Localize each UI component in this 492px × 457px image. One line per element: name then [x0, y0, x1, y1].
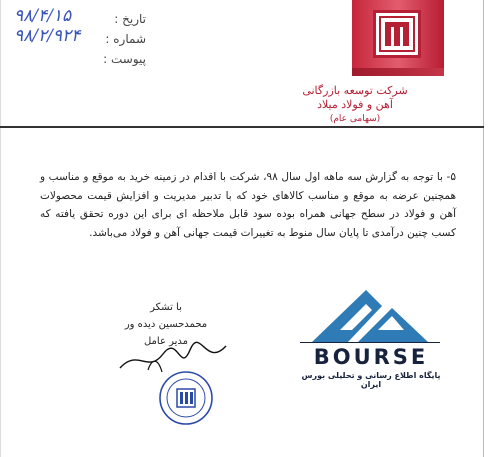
attachment-label: پیوست :	[103, 52, 146, 66]
bourse-divider	[300, 342, 440, 343]
bourse-logo-icon	[300, 284, 440, 344]
company-stamp-icon	[158, 370, 214, 426]
date-value: ۹۸/۴/۱۵	[14, 6, 72, 26]
company-name: شرکت توسعه بازرگانی آهن و فولاد میلاد	[302, 84, 408, 111]
page-edge-left	[0, 0, 1, 457]
body-paragraph: ۵- با توجه به گزارش سه ماهه اول سال ۹۸، شرکت با اقدام در زمینه خرید به موقع و مناسب و همچنین عرضه به موقع و مناسب کالاهای خود که با تدبیر مدیریت و افزایش قیمت محصولات آهن و فولاد در سطح جهانی همراه بوده سود قابل ملاحظه ای برای این دوره تحقق یافته که کسب چنین درآمدی تا پایان سال منوط به تغییرات قیمت جهانی آهن و فولاد می‌باشد.	[40, 171, 456, 239]
number-value: ۹۸/۲/۹۲۴	[14, 26, 81, 46]
attachment-row	[14, 50, 154, 70]
page-edge-right	[483, 0, 484, 457]
header-divider	[0, 126, 484, 128]
number-label: شماره :	[105, 32, 146, 46]
company-logo-icon	[373, 10, 421, 58]
signatory-title: مدیر عامل	[143, 336, 189, 347]
company-name-block	[300, 84, 410, 126]
date-label: تاریخ :	[114, 12, 146, 26]
signatory-name: محمدحسین دیده ور	[124, 319, 208, 330]
company-type: (سهامی عام)	[329, 114, 381, 124]
number-row	[14, 26, 154, 50]
bourse-wordmark: BOURSE	[313, 345, 429, 369]
letter-meta	[14, 6, 154, 70]
bourse-tagline: پایگاه اطلاع رسانی و تحلیلی بورس ایران	[301, 371, 441, 389]
signature-closing: با تشکر	[150, 302, 182, 313]
